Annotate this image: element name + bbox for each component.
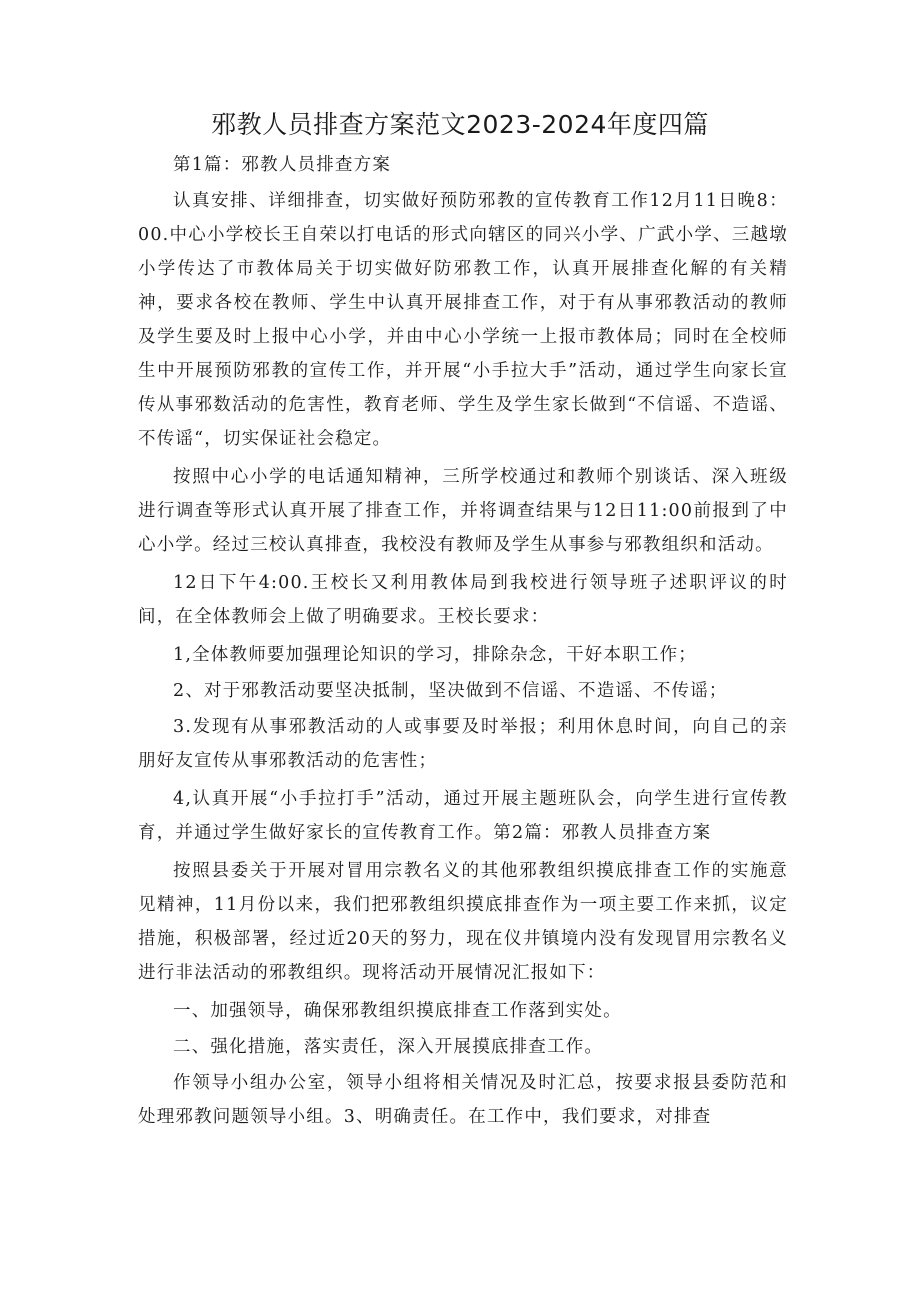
list-item: 3.发现有从事邪教活动的人或事要及时举报；利用休息时间，向自己的亲朋好友宣传从事邪教活动的危害性； xyxy=(138,717,788,771)
paragraph: 按照中心小学的电话通知精神，三所学校通过和教师个别谈话、深入班级进行调查等形式认真开展了排查工作，并将调查结果与12日11:00前报到了中心小学。经过三校认真排查，我校没有教师及学生从事参与邪教组织和活动。 xyxy=(138,467,788,555)
list-item: 2、对于邪教活动要坚决抵制，坚决做到不信谣、不造谣、不传谣； xyxy=(173,681,728,701)
paragraph: 按照县委关于开展对冒用宗教名义的其他邪教组织摸底排查工作的实施意见精神，11月份以来，我们把邪教组织摸底排查作为一项主要工作来抓，议定措施，积极部署，经过近20天的努力，现在仪井镇境内没有发现冒用宗教名义进行非法活动的邪教组织。现将活动开展情况汇报如下： xyxy=(138,861,788,983)
document-title: 邪教人员排查方案范文2023-2024年度四篇 xyxy=(211,110,709,139)
section-heading: 二、强化措施，落实责任，深入开展摸底排查工作。 xyxy=(173,1037,604,1057)
list-item: 4,认真开展“小手拉打手”活动，通过开展主题班队会，向学生进行宣传教育，并通过学生做好家长的宣传教育工作。第2篇：邪教人员排查方案 xyxy=(138,789,788,843)
list-item: 1,全体教师要加强理论知识的学习，排除杂念，干好本职工作； xyxy=(173,645,697,665)
section-heading: 一、加强领导，确保邪教组织摸底排查工作落到实处。 xyxy=(173,1001,622,1021)
paragraph: 作领导小组办公室，领导小组将相关情况及时汇总，按要求报县委防范和处理邪教问题领导小组。3、明确责任。在工作中，我们要求，对排查 xyxy=(138,1073,788,1127)
document-body xyxy=(138,148,788,1138)
paragraph: 认真安排、详细排查，切实做好预防邪教的宣传教育工作12月11日晚8：00.中心小学校长王自荣以打电话的形式向辖区的同兴小学、广武小学、三越墩小学传达了市教体局关于切实做好防邪教工作，认真开展排查化解的有关精神，要求各校在教师、学生中认真开展排查工作，对于有从事邪教活动的教师及学生要及时上报中心小学，并由中心小学统一上报市教体局；同时在全校师生中开展预防邪教的宣传工作，并开展“小手拉大手”活动，通过学生向家长宣传从事邪数活动的危害性，教育老师、学生及学生家长做到“不信谣、不造谣、不传谣“，切实保证社会稳定。 xyxy=(138,191,788,449)
paragraph: 12日下午4:00.王校长又利用教体局到我校进行领导班子述职评议的时间，在全体教师会上做了明确要求。王校长要求： xyxy=(138,573,788,627)
section-heading-1: 第1篇：邪教人员排查方案 xyxy=(173,155,392,175)
